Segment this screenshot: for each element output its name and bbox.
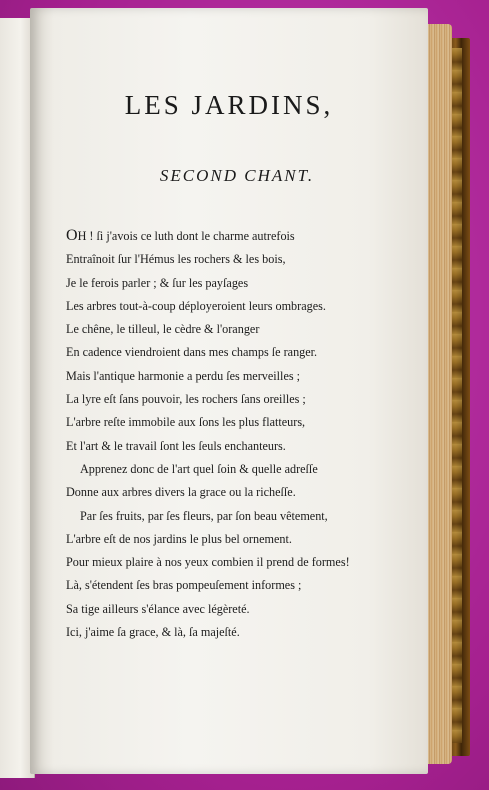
poem-line: Sa tige ailleurs s'élance avec légèreté. <box>66 601 250 616</box>
page-title: LES JARDINS, <box>124 90 334 120</box>
poem-line: Les arbres tout-à-coup déployeroient leurs ombrages. <box>66 298 326 313</box>
poem-line: Le chêne, le tilleul, le cèdre & l'oranger <box>66 322 260 337</box>
poem-line: En cadence viendroient dans mes champs ſe ranger. <box>66 345 318 360</box>
poem-line: Apprenez donc de l'art quel ſoin & quelle adreſſe <box>80 461 318 476</box>
drop-cap: O <box>66 227 78 244</box>
chapter-subtitle: SECOND CHANT. <box>159 166 315 185</box>
poem-first-line: H ! ſi j'avois ce luth dont le charme autrefois <box>77 229 295 243</box>
poem-text <box>66 224 418 644</box>
poem-line: Entraînoit ſur l'Hémus les rochers & les bois, <box>66 252 286 267</box>
poem-line: L'arbre eſt de nos jardins le plus bel ornement. <box>66 531 292 546</box>
poem-line: La lyre eſt ſans pouvoir, les rochers ſans oreilles ; <box>66 392 306 407</box>
poem-line: Là, s'étendent ſes bras pompeuſement informes ; <box>66 578 302 593</box>
poem-lines <box>66 248 418 644</box>
poem-line: Je le ferois parler ; & ſur les payſages <box>66 275 249 290</box>
poem-line: Et l'art & le travail ſont les ſeuls enchanteurs. <box>66 438 286 453</box>
poem-line <box>66 224 418 248</box>
poem-line: L'arbre reſte immobile aux ſons les plus flatteurs, <box>66 415 306 430</box>
poem-line: Donne aux arbres divers la grace ou la richeſſe. <box>66 485 296 500</box>
poem-line: Mais l'antique harmonie a perdu ſes merveilles ; <box>66 368 301 383</box>
poem-line: Ici, j'aime ſa grace, & là, ſa majeſté. <box>66 625 240 640</box>
poem-line: Pour mieux plaire à nos yeux combien il prend de formes! <box>66 555 350 570</box>
poem-line: Par ſes fruits, par ſes fleurs, par ſon beau vêtement, <box>80 508 328 523</box>
book-page <box>30 8 428 774</box>
